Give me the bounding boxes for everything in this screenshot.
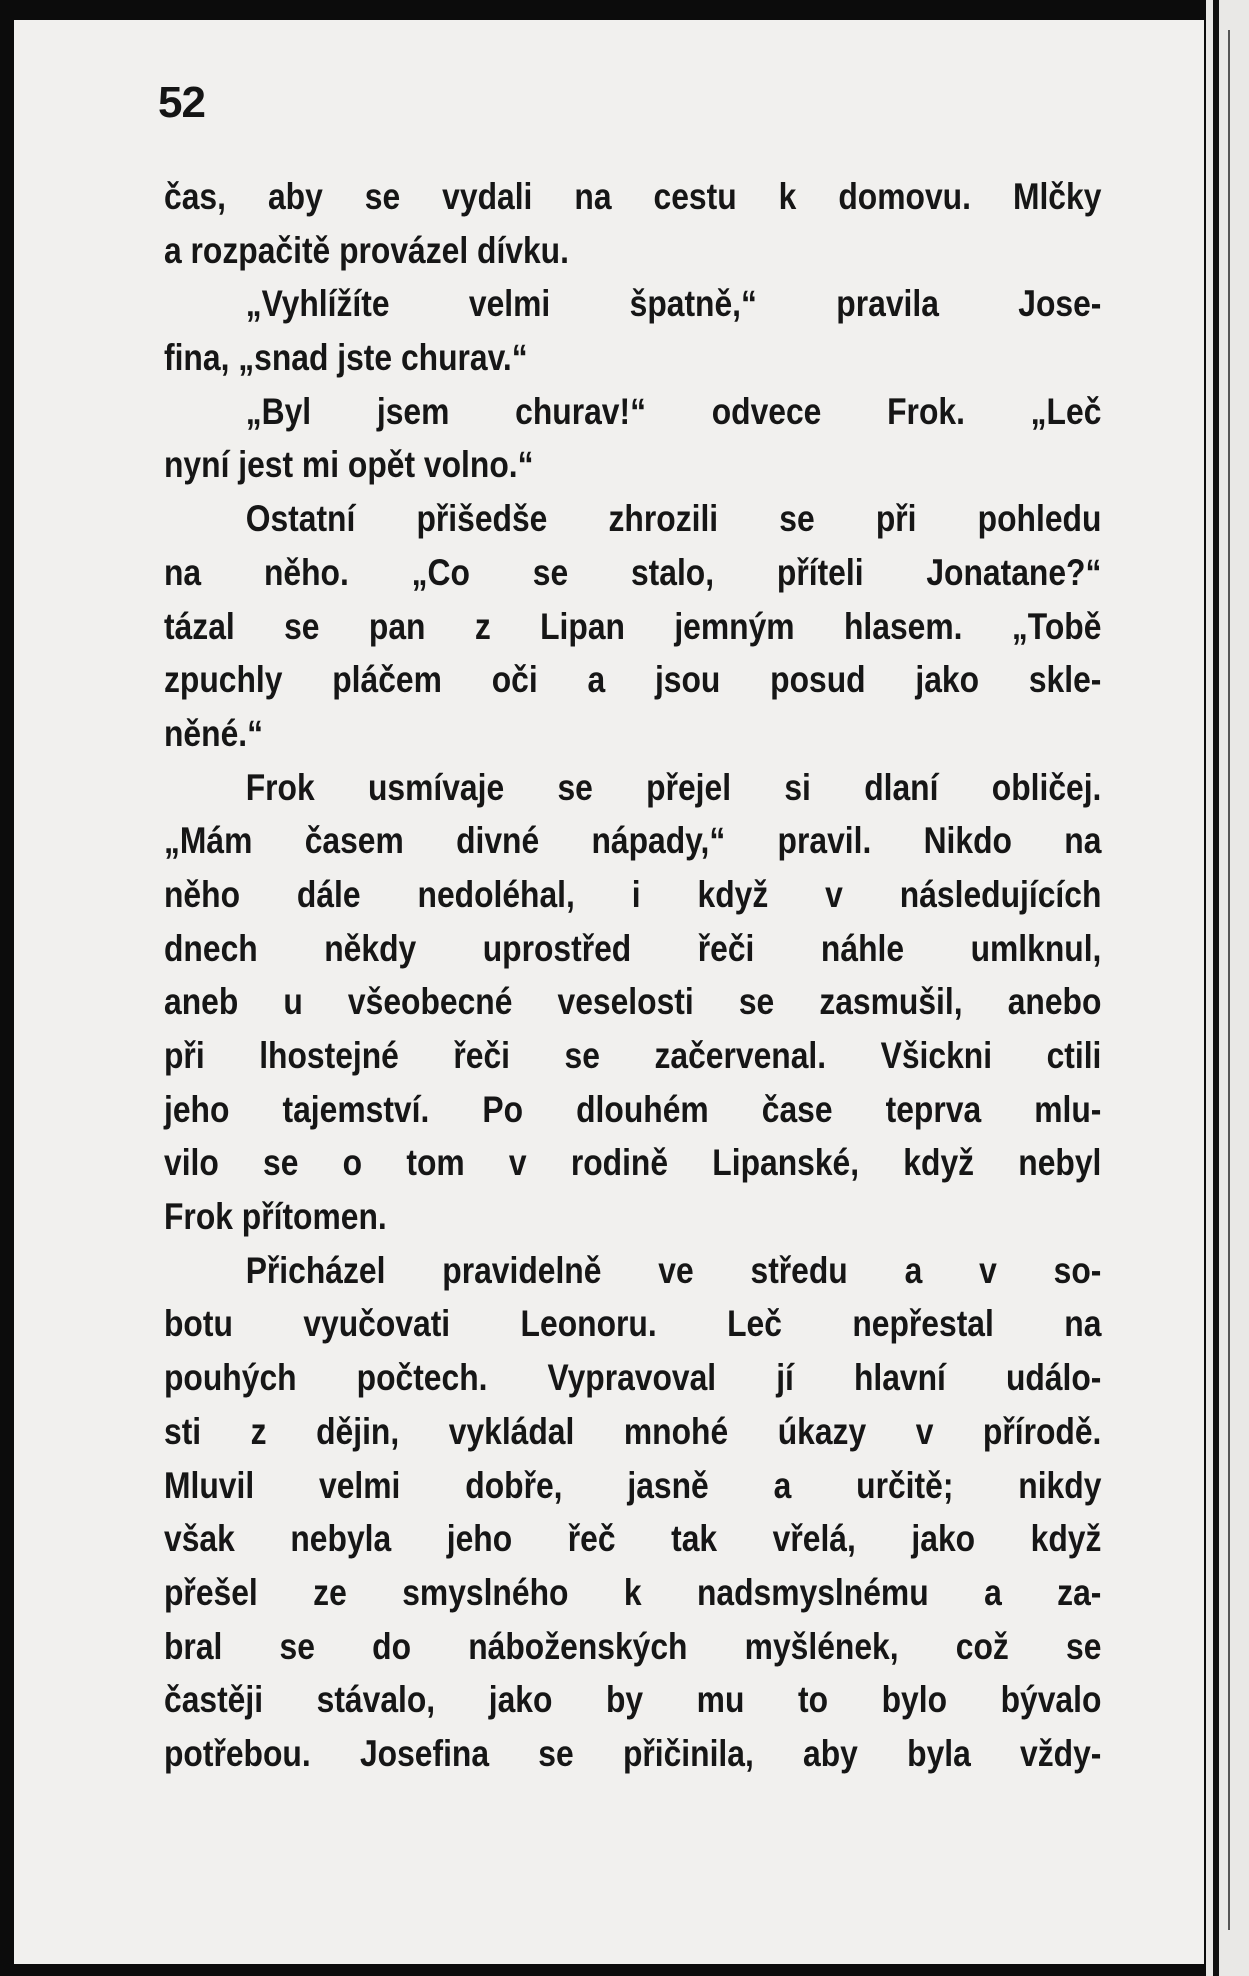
text-line: Mluvil velmi dobře, jasně a určitě; nikdy [164,1464,1102,1506]
text-line: dnech někdy uprostřed řeči náhle umlknul, [164,927,1102,969]
text-line: přešel ze smyslného k nadsmyslnému a za- [164,1571,1102,1613]
text-line: „Vyhlížíte velmi špatně,“ pravila Jose- [245,283,1102,325]
text-line: při lhostejné řeči se začervenal. Všickni ctili [164,1035,1102,1076]
text-line: „Mám časem divné nápady,“ pravil. Nikdo na [164,820,1102,862]
text-line: Frok usmívaje se přejel si dlaní obličej. [245,766,1102,808]
text-line: botu vyučovati Leonoru. Leč nepřestal na [164,1303,1102,1345]
text-line: a rozpačitě provázel dívku. [164,229,569,271]
text-line: bral se do náboženských myšlének, což se [164,1625,1102,1667]
text-line: pouhých počtech. Vypravoval jí hlavní událo- [164,1357,1102,1399]
text-line: jeho tajemství. Po dlouhém čase teprva mlu- [164,1088,1102,1130]
text-line: vilo se o tom v rodině Lipanské, když nebyl [164,1142,1102,1184]
page-number: 52 [158,78,205,127]
text-line: čas, aby se vydali na cestu k domovu. Mlčky [164,176,1102,217]
spine-edge [1228,30,1230,1930]
text-line: Frok přítomen. [164,1196,387,1238]
text-line: fina, „snad jste churav.“ [164,337,528,379]
text-line: zpuchly pláčem oči a jsou posud jako skle- [164,659,1102,701]
text-line: nyní jest mi opět volno.“ [164,444,534,486]
text-line: Přicházel pravidelně ve středu a v so- [245,1249,1102,1291]
text-line: Ostatní přišedše zhrozili se při pohledu [245,498,1102,540]
text-line: „Byl jsem churav!“ odvece Frok. „Leč [245,390,1102,432]
text-line: něho dále nedoléhal, i když v následujících [164,873,1102,915]
text-line: tázal se pan z Lipan jemným hlasem. „Tobě [164,605,1102,647]
text-line: potřebou. Josefina se přičinila, aby byla vždy- [164,1732,1102,1774]
text-line: aneb u všeobecné veselosti se zasmušil, anebo [164,981,1102,1023]
text-line: něné.“ [164,712,264,754]
body-text [164,170,1102,1781]
text-line: na něho. „Co se stalo, příteli Jonatane?“ [164,551,1102,593]
text-line: častěji stávalo, jako by mu to bylo bývalo [164,1679,1102,1721]
text-line: však nebyla jeho řeč tak vřelá, jako když [164,1518,1102,1560]
spine-shadow [1213,0,1219,1976]
text-line: sti z dějin, vykládal mnohé úkazy v přírodě. [164,1410,1102,1452]
